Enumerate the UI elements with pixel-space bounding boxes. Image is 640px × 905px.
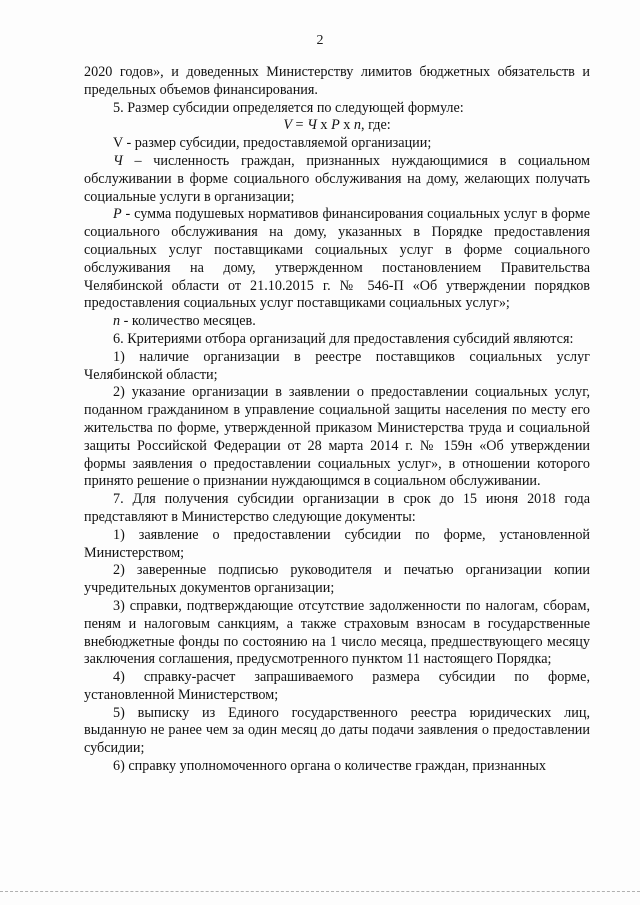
definition-p-symbol: Р — [113, 206, 122, 223]
page-number: 2 — [316, 33, 324, 48]
paragraph-7-item: 4) справку-расчет запрашиваемого размера субсидии по форме, установленной Министерством; — [84, 669, 590, 703]
definition-ch — [84, 153, 590, 206]
formula-eq: = — [291, 117, 308, 134]
scan-edge-divider — [0, 891, 640, 892]
definition-p — [84, 206, 590, 313]
formula-line — [84, 117, 590, 135]
paragraph-7-title: 7. Для получения субсидии организации в срок до 15 июня 2018 года представляют в Министерство следующие документы: — [84, 491, 590, 525]
definition-p-text: - сумма подушевых нормативов финансирования социальных услуг в форме социального обслуживания на дому, указанных в Порядке предоставления социальных услуг поставщиками социальных услуг в форме социального обслуживания на дому, утвержденном постановлением Правительства Челябинской области от 21.10.2015 г. № 546-П «Об утверждении порядков предоставления социальных услуг поставщиками социальных услуг»; — [84, 206, 590, 312]
formula-n: n — [353, 117, 362, 134]
definition-n — [84, 313, 590, 331]
paragraph-6-title: 6. Критериями отбора организаций для предоставления субсидий являются: — [113, 330, 574, 347]
document-body — [84, 64, 590, 776]
definition-n-symbol: n — [113, 313, 121, 330]
definition-ch-symbol: Ч — [113, 152, 123, 169]
paragraph-6-item: 1) наличие организации в реестре поставщиков социальных услуг Челябинской области; — [84, 348, 590, 383]
formula-p: Р — [331, 117, 340, 134]
paragraph-5-title: 5. Размер субсидии определяется по следующей формуле: — [113, 99, 464, 116]
paragraph-6-item: 2) указание организации в заявлении о предоставлении социальных услуг, поданном гражданином в управление социальной защиты населения по месту его жительства по форме, утвержденной приказом Министерства труда и социальной защиты Российской Федерации от 28 марта 2014 г. № 159н «Об утверждении формы заявления о предоставлении социальных услуг», в отношении которого принято решение о признании нуждающимся в социальном обслуживании. — [84, 384, 590, 490]
paragraph-7-item: 5) выписку из Единого государственного реестра юридических лиц, выданную не ранее чем за один месяц до даты подачи заявления о предоставлении субсидии; — [84, 704, 590, 757]
formula-tail: , где: — [361, 117, 391, 134]
paragraph-intro: 2020 годов», и доведенных Министерству лимитов бюджетных обязательств и предельных объемов финансирования. — [84, 64, 590, 98]
paragraph-7-item: 2) заверенные подписью руководителя и печатью организации копии учредительных документов организации; — [84, 562, 590, 597]
paragraph-7-item: 3) справки, подтверждающие отсутствие задолженности по налогам, сборам, пеням и налоговым санкциям, а также страховым взносам в государственные внебюджетные фонды по состоянию на 1 число месяца, предшествующего месяцу заключения соглашения, предусмотренного пунктом 11 настоящего Порядка; — [84, 597, 590, 668]
definition-n-text: - количество месяцев. — [120, 313, 256, 330]
formula-x1: х — [316, 117, 332, 134]
formula-x2: х — [339, 117, 354, 134]
formula-ch: Ч — [307, 117, 317, 134]
paragraph-7-item: 6) справку уполномоченного органа о количестве граждан, признанных — [113, 758, 546, 775]
definition-v: V - размер субсидии, предоставляемой организации; — [113, 135, 432, 152]
paragraph-7-item: 1) заявление о предоставлении субсидии по форме, установленной Министерством; — [84, 526, 590, 561]
definition-ch-text: – численность граждан, признанных нуждающимися в социальном обслуживании в форме социального обслуживания на дому, желающих получать социальные услуги в организации; — [84, 152, 590, 205]
formula-v: V — [283, 117, 292, 134]
